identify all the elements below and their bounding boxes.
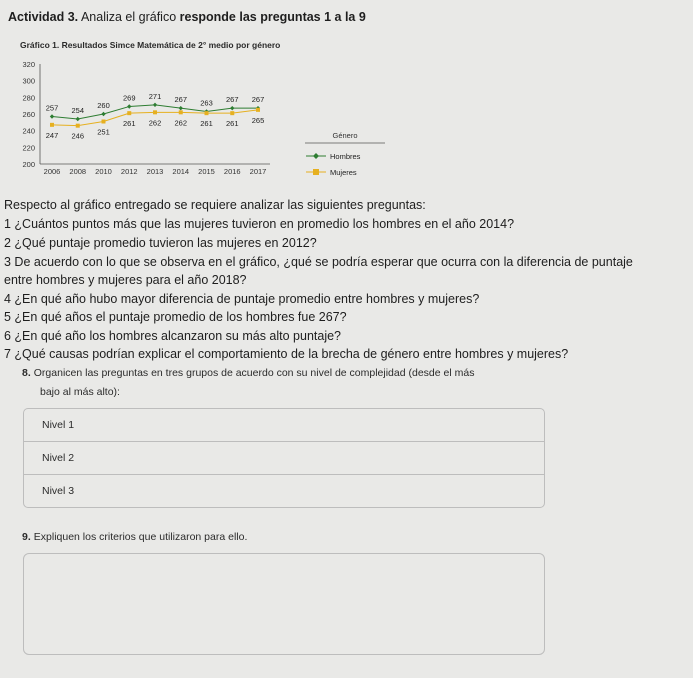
- level-2-label: Nivel 2: [42, 452, 75, 464]
- question-3-line-1: 3 De acuerdo con lo que se observa en el gráfico, ¿qué se podría esperar que ocurra con la diferencia de puntaje: [4, 255, 633, 269]
- point-mujeres: [153, 110, 157, 114]
- y-tick-label: 280: [22, 93, 35, 103]
- point-mujeres: [50, 123, 54, 127]
- answer-box[interactable]: [23, 553, 545, 655]
- activity-instruction: Analiza el gráfico: [78, 10, 180, 24]
- data-label-hombres: 267: [251, 95, 265, 105]
- point-hombres: [76, 117, 80, 121]
- activity-label: Actividad 3.: [8, 10, 79, 24]
- point-mujeres: [179, 110, 183, 114]
- data-label-mujeres: 251: [97, 127, 110, 137]
- x-tick-label: 2006: [43, 167, 61, 176]
- data-label-mujeres: 246: [71, 131, 85, 141]
- data-label-mujeres: 261: [122, 119, 136, 129]
- legend-marker-mujeres: [313, 169, 319, 175]
- data-label-hombres: 267: [174, 95, 188, 105]
- question-3-line-2: entre hombres y mujeres para el año 2018?: [4, 273, 247, 287]
- level-1-label: Nivel 1: [42, 419, 75, 431]
- levels-table: [23, 408, 545, 508]
- level-3-row[interactable]: [24, 475, 544, 508]
- activity-instruction-bold: responde las preguntas 1 a la 9: [179, 10, 366, 24]
- legend-marker-hombres: [313, 153, 319, 159]
- point-mujeres: [102, 120, 106, 124]
- point-hombres: [101, 112, 105, 116]
- data-label-hombres: 263: [200, 98, 213, 108]
- task-8-number: 8.: [22, 367, 31, 379]
- chart-title: Gráfico 1. Resultados Simce Matemática de 2° medio por género: [20, 40, 281, 50]
- y-tick-label: 300: [22, 76, 35, 86]
- question-7: 7 ¿Qué causas podrían explicar el comportamiento de la brecha de género entre hombres y mujeres?: [4, 347, 569, 361]
- data-label-hombres: 269: [122, 93, 136, 103]
- legend-label-hombres: Hombres: [330, 152, 361, 161]
- question-6: 6 ¿En qué año los hombres alcanzaron su más alto puntaje?: [4, 329, 342, 343]
- task-8-line-1: [22, 367, 474, 379]
- point-mujeres: [76, 124, 80, 128]
- question-4: 4 ¿En qué año hubo mayor diferencia de puntaje promedio entre hombres y mujeres?: [4, 292, 480, 306]
- y-tick-label: 320: [22, 60, 35, 69]
- data-label-hombres: 257: [45, 103, 59, 113]
- level-2-row[interactable]: [24, 442, 544, 475]
- point-hombres: [127, 104, 131, 108]
- data-label-hombres: 260: [97, 101, 110, 110]
- question-1: 1 ¿Cuántos puntos más que las mujeres tuvieron en promedio los hombres en el año 2014?: [4, 217, 515, 231]
- level-3-label: Nivel 3: [42, 485, 75, 497]
- x-tick-label: 2013: [146, 167, 164, 176]
- legend-label-mujeres: Mujeres: [330, 168, 357, 177]
- point-mujeres: [230, 111, 234, 115]
- data-label-hombres: 267: [225, 95, 239, 105]
- question-2: 2 ¿Qué puntaje promedio tuvieron las mujeres en 2012?: [4, 236, 317, 250]
- task-8-text: Organicen las preguntas en tres grupos de acuerdo con su nivel de complejidad (desde el más: [33, 367, 475, 379]
- y-tick-label: 200: [22, 160, 35, 169]
- data-label-mujeres: 262: [148, 118, 162, 128]
- point-hombres: [179, 106, 183, 110]
- task-8-line-2: bajo al más alto):: [40, 386, 120, 398]
- data-label-mujeres: 247: [45, 130, 59, 140]
- point-hombres: [153, 103, 157, 107]
- data-label-mujeres: 261: [200, 119, 213, 129]
- data-label-mujeres: 262: [174, 118, 188, 128]
- x-tick-label: 2010: [95, 167, 112, 176]
- x-tick-label: 2017: [249, 167, 267, 176]
- data-label-mujeres: 265: [251, 115, 265, 125]
- x-tick-label: 2015: [198, 167, 215, 176]
- task-9-text: Expliquen los criterios que utilizaron para ello.: [33, 531, 248, 543]
- y-tick-label: 260: [22, 110, 35, 119]
- x-tick-label: 2012: [120, 167, 138, 176]
- x-tick-label: 2008: [69, 167, 87, 176]
- data-label-hombres: 254: [71, 106, 85, 115]
- point-mujeres: [256, 108, 260, 112]
- point-mujeres: [127, 111, 131, 115]
- question-5: 5 ¿En qué años el puntaje promedio de los hombres fue 267?: [4, 310, 347, 324]
- data-label-hombres: 271: [148, 91, 162, 101]
- x-tick-label: 2014: [172, 167, 190, 176]
- task-9-number: 9.: [22, 531, 31, 543]
- data-label-mujeres: 261: [225, 119, 239, 129]
- y-tick-label: 220: [22, 143, 35, 153]
- x-tick-label: 2016: [223, 167, 241, 176]
- questions-intro: Respecto al gráfico entregado se requiere analizar las siguientes preguntas:: [4, 198, 426, 212]
- simce-line-chart: [0, 0, 693, 200]
- task-9-line: [22, 531, 247, 543]
- point-hombres: [50, 114, 54, 118]
- y-tick-label: 240: [22, 126, 35, 136]
- level-1-row[interactable]: [24, 409, 544, 442]
- point-mujeres: [205, 111, 209, 115]
- point-hombres: [230, 106, 234, 110]
- legend-title: Género: [332, 131, 358, 140]
